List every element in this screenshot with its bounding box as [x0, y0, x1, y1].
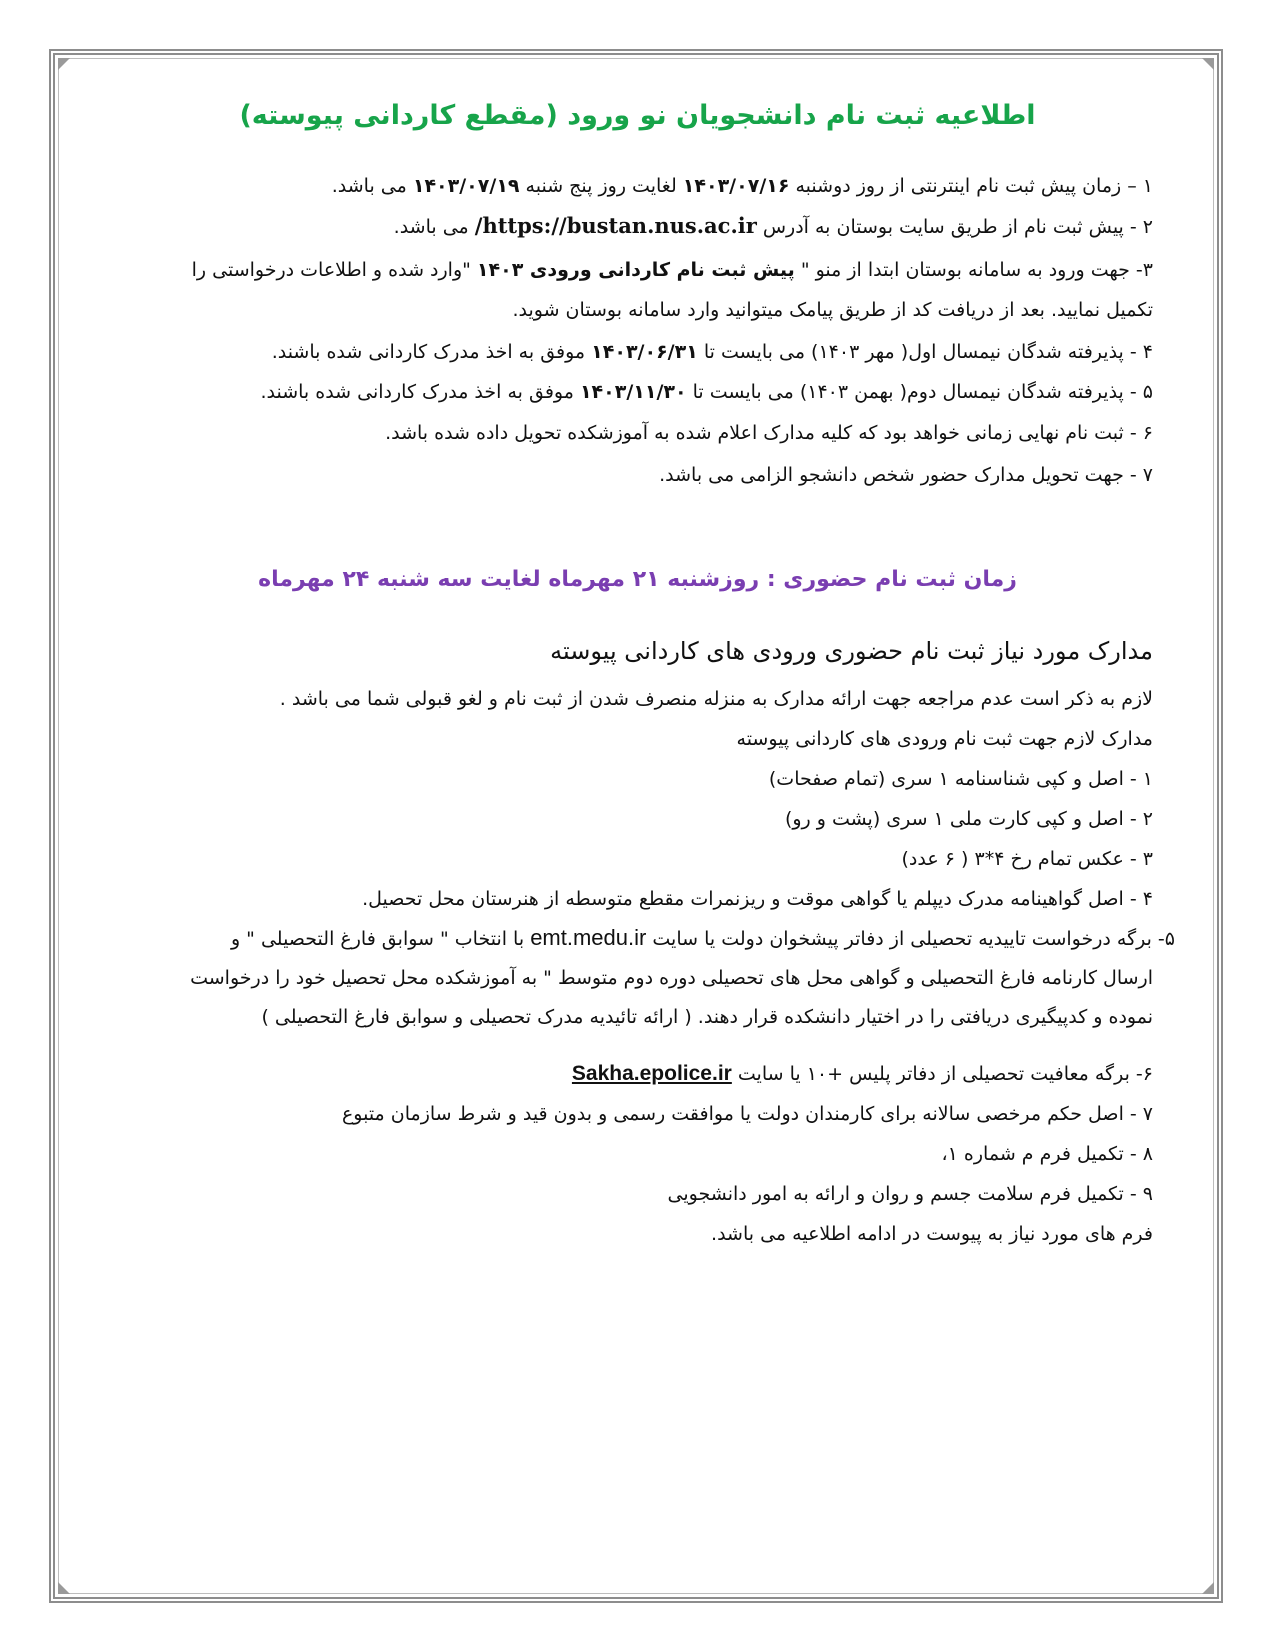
item-4-text-start: ۴ - پذیرفته شدگان نیمسال اول( مهر ۱۴۰۳) می بایست تا: [697, 341, 1153, 363]
document-item-1: ۱ - اصل و کپی شناسنامه ۱ سری (تمام صفحات): [768, 768, 1153, 790]
in-person-registration-time: زمان ثبت نام حضوری : روزشنبه ۲۱ مهرماه لغایت سه شنبه ۲۴ مهرماه: [258, 567, 1017, 592]
pre-registration-item-3-line-2: تکمیل نمایید. بعد از دریافت کد از طریق پیامک میتوانید وارد سامانه بوستان شوید.: [512, 299, 1153, 321]
closing-note: فرم های مورد نیاز به پیوست در ادامه اطلاعیه می باشد.: [711, 1223, 1153, 1245]
item-3-text-end: "وارد شده و اطلاعات درخواستی را: [191, 259, 477, 281]
document-item-5-line-3: نموده و کدپیگیری دریافتی را در اختیار دانشکده قرار دهند. ( ارائه تائیدیه مدرک تحصیلی و سوابق فارغ التحصیلی ): [261, 1006, 1153, 1028]
document-item-5-line-2: ارسال کارنامه فارغ التحصیلی و گواهی محل های تحصیلی دوره دوم متوسط " به آموزشکده محل تحصیل خود را درخواست: [190, 967, 1153, 989]
document-item-3: ۳ - عکس تمام رخ ۴*۳ ( ۶ عدد): [901, 848, 1153, 870]
item-2-text-start: ۲ - پیش ثبت نام از طریق سایت بوستان به آدرس: [756, 216, 1153, 238]
document-item-4: ۴ - اصل گواهینامه مدرک دیپلم یا گواهی موقت و ریزنمرات مقطع متوسطه از هنرستان محل تحصیل.: [362, 888, 1153, 910]
item-6-doc-text: ۶- برگه معافیت تحصیلی از دفاتر پلیس +۱۰ یا سایت: [731, 1063, 1153, 1085]
item-5-doc-text-end: با انتخاب " سوابق فارغ التحصیلی " و: [230, 928, 531, 950]
item-3-text-start: ۳- جهت ورود به سامانه بوستان ابتدا از منو ": [794, 259, 1153, 281]
item-5-doc-text-start: ۵- برگه درخواست تاییدیه تحصیلی از دفاتر پیشخوان دولت یا سایت: [646, 928, 1175, 950]
item-5-text-end: موفق به اخذ مدرک کاردانی شده باشند.: [260, 381, 580, 403]
sakha-epolice-site-link[interactable]: Sakha.epolice.ir: [571, 1062, 732, 1085]
bustan-url-link[interactable]: https://bustan.nus.ac.ir/: [474, 213, 757, 238]
corner-ornament-bottom-left: [58, 1582, 70, 1594]
pre-registration-item-5: [260, 378, 1153, 406]
pre-registration-item-7: ۷ - جهت تحویل مدارک حضور شخص دانشجو الزامی می باشد.: [659, 464, 1153, 486]
pre-registration-item-6: ۶ - ثبت نام نهایی زمانی خواهد بود که کلیه مدارک اعلام شده به آموزشکده تحویل داده شده باشد.: [385, 422, 1153, 444]
item-1-date-start: ۱۴۰۳/۰۷/۱۶: [682, 175, 790, 197]
documents-heading: مدارک مورد نیاز ثبت نام حضوری ورودی های کاردانی پیوسته: [550, 637, 1153, 665]
page-title: اطلاعیه ثبت نام دانشجویان نو ورود (مقطع کاردانی پیوسته): [239, 100, 1036, 131]
emt-medu-site-link[interactable]: emt.medu.ir: [530, 925, 647, 950]
documents-intro: مدارک لازم جهت ثبت نام ورودی های کاردانی پیوسته: [736, 728, 1153, 750]
item-5-date: ۱۴۰۳/۱۱/۳۰: [579, 381, 687, 403]
absence-notice: لازم به ذکر است عدم مراجعه جهت ارائه مدارک به منزله منصرف شدن از ثبت نام و لغو قبولی شما می باشد .: [279, 688, 1153, 710]
corner-ornament-top-right: [1202, 58, 1214, 70]
pre-registration-item-1: [332, 172, 1153, 200]
document-item-9: ۹ - تکمیل فرم سلامت جسم و روان و ارائه به امور دانشجویی: [667, 1183, 1153, 1205]
document-item-5: [231, 924, 1175, 953]
pre-registration-item-4: [272, 338, 1153, 366]
document-item-2: ۲ - اصل و کپی کارت ملی ۱ سری (پشت و رو): [784, 808, 1153, 830]
document-item-8: ۸ - تکمیل فرم م شماره ۱،: [941, 1143, 1153, 1165]
item-3-menu-name: پیش ثبت نام کاردانی ورودی ۱۴۰۳: [476, 259, 795, 281]
corner-ornament-bottom-right: [1202, 1582, 1214, 1594]
pre-registration-item-3: [192, 256, 1153, 284]
corner-ornament-top-left: [58, 58, 70, 70]
item-4-text-end: موفق به اخذ مدرک کاردانی شده باشند.: [271, 341, 592, 363]
document-item-7: ۷ - اصل حکم مرخصی سالانه برای کارمندان دولت یا موافقت رسمی و بدون قید و شرط سازمان متبوع: [341, 1103, 1153, 1125]
item-1-text-end: می باشد.: [331, 175, 413, 197]
pre-registration-item-2: [394, 212, 1153, 241]
item-2-text-end: می باشد.: [393, 216, 475, 238]
item-1-text-start: ۱ – زمان پیش ثبت نام اینترنتی از روز دوشنبه: [789, 175, 1153, 197]
item-1-text-middle: لغایت روز پنج شنبه: [519, 175, 683, 197]
item-5-text-start: ۵ - پذیرفته شدگان نیمسال دوم( بهمن ۱۴۰۳) می بایست تا: [686, 381, 1153, 403]
item-4-date: ۱۴۰۳/۰۶/۳۱: [591, 341, 698, 363]
document-item-6: [572, 1060, 1153, 1088]
item-1-date-end: ۱۴۰۳/۰۷/۱۹: [412, 175, 520, 197]
